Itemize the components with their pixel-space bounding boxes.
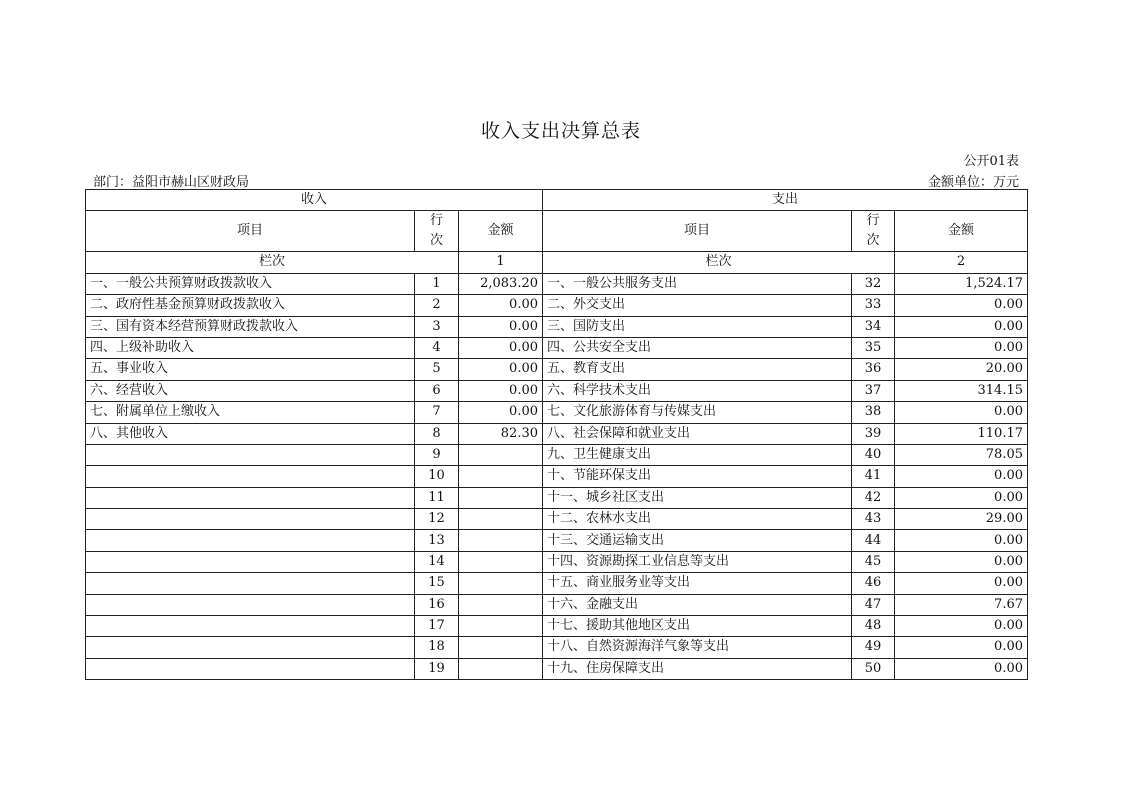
- expense-amount-cell: 7.67: [895, 594, 1028, 615]
- expense-amount-cell: 0.00: [895, 295, 1028, 316]
- expense-item-cell: 九、卫生健康支出: [543, 444, 852, 465]
- expense-amount-cell: 0.00: [895, 316, 1028, 337]
- income-item-cell: [86, 594, 415, 615]
- expense-item-cell: 十二、农林水支出: [543, 509, 852, 530]
- expense-line-cell: 32: [852, 273, 895, 294]
- table-row: [86, 637, 1028, 658]
- income-col-number: 1: [459, 252, 543, 273]
- expense-amount-cell: 1,524.17: [895, 273, 1028, 294]
- expense-line-header: [852, 211, 895, 252]
- expense-amount-cell: 110.17: [895, 423, 1028, 444]
- income-amount-cell: 0.00: [459, 316, 543, 337]
- table-row: [86, 530, 1028, 551]
- income-item-cell: [86, 616, 415, 637]
- income-line-cell: 13: [415, 530, 459, 551]
- expense-item-cell: 十六、金融支出: [543, 594, 852, 615]
- department-label: 部门：益阳市赫山区财政局: [93, 175, 250, 190]
- expense-line-cell: 39: [852, 423, 895, 444]
- income-line-cell: 2: [415, 295, 459, 316]
- income-line-cell: 4: [415, 337, 459, 358]
- income-section-header: 收入: [86, 190, 543, 211]
- table-row: [86, 359, 1028, 380]
- expense-item-cell: 四、公共安全支出: [543, 337, 852, 358]
- income-line-cell: 6: [415, 380, 459, 401]
- expense-line-cell: 36: [852, 359, 895, 380]
- expense-amount-cell: 0.00: [895, 337, 1028, 358]
- expense-line-cell: 41: [852, 466, 895, 487]
- income-amount-cell: [459, 509, 543, 530]
- table-row: [86, 337, 1028, 358]
- income-line-cell: 16: [415, 594, 459, 615]
- expense-line-cell: 40: [852, 444, 895, 465]
- table-row: [86, 551, 1028, 572]
- income-line-cell: 8: [415, 423, 459, 444]
- table-row: [86, 573, 1028, 594]
- expense-line-cell: 50: [852, 658, 895, 679]
- expense-item-cell: 十一、城乡社区支出: [543, 487, 852, 508]
- income-item-header: 项目: [86, 211, 415, 252]
- income-line-cell: 1: [415, 273, 459, 294]
- amount-unit-label: 金额单位：万元: [927, 175, 1019, 190]
- table-row: [86, 658, 1028, 679]
- income-amount-cell: [459, 551, 543, 572]
- expense-item-cell: 六、科学技术支出: [543, 380, 852, 401]
- expense-col-label: 栏次: [543, 252, 895, 273]
- expense-item-cell: 十七、援助其他地区支出: [543, 616, 852, 637]
- expense-item-cell: 十九、住房保障支出: [543, 658, 852, 679]
- income-amount-cell: [459, 573, 543, 594]
- income-item-cell: 七、附属单位上缴收入: [86, 402, 415, 423]
- income-item-cell: [86, 658, 415, 679]
- income-item-cell: 一、一般公共预算财政拨款收入: [86, 273, 415, 294]
- income-line-cell: 3: [415, 316, 459, 337]
- table-row: [86, 295, 1028, 316]
- expense-amount-cell: 0.00: [895, 637, 1028, 658]
- income-line-cell: 18: [415, 637, 459, 658]
- income-amount-cell: [459, 637, 543, 658]
- expense-item-cell: 十四、资源勘探工业信息等支出: [543, 551, 852, 572]
- expense-amount-header: 金额: [895, 211, 1028, 252]
- table-row: [86, 423, 1028, 444]
- expense-amount-cell: 0.00: [895, 487, 1028, 508]
- income-amount-cell: [459, 466, 543, 487]
- expense-line-cell: 44: [852, 530, 895, 551]
- income-amount-cell: 0.00: [459, 295, 543, 316]
- expense-line-cell: 42: [852, 487, 895, 508]
- income-col-label: 栏次: [86, 252, 459, 273]
- expense-item-cell: 十、节能环保支出: [543, 466, 852, 487]
- income-item-cell: 四、上级补助收入: [86, 337, 415, 358]
- income-amount-cell: 0.00: [459, 337, 543, 358]
- expense-line-cell: 49: [852, 637, 895, 658]
- expense-amount-cell: 0.00: [895, 466, 1028, 487]
- income-item-cell: 八、其他收入: [86, 423, 415, 444]
- income-item-cell: 五、事业收入: [86, 359, 415, 380]
- income-amount-cell: 0.00: [459, 380, 543, 401]
- table-row: [86, 594, 1028, 615]
- expense-amount-cell: 314.15: [895, 380, 1028, 401]
- income-item-cell: [86, 530, 415, 551]
- income-item-cell: 二、政府性基金预算财政拨款收入: [86, 295, 415, 316]
- table-row: [86, 616, 1028, 637]
- table-row: [86, 487, 1028, 508]
- expense-amount-cell: 0.00: [895, 402, 1028, 423]
- income-amount-header: 金额: [459, 211, 543, 252]
- expense-line-cell: 38: [852, 402, 895, 423]
- expense-col-number: 2: [895, 252, 1028, 273]
- table-row: [86, 316, 1028, 337]
- page-title: 收入支出决算总表: [480, 120, 641, 142]
- income-amount-cell: 82.30: [459, 423, 543, 444]
- expense-section-header: 支出: [543, 190, 1028, 211]
- income-item-cell: [86, 444, 415, 465]
- expense-line-cell: 48: [852, 616, 895, 637]
- table-number: 公开01表: [963, 154, 1019, 169]
- income-item-cell: [86, 637, 415, 658]
- expense-item-cell: 十八、自然资源海洋气象等支出: [543, 637, 852, 658]
- income-item-cell: 三、国有资本经营预算财政拨款收入: [86, 316, 415, 337]
- table-row: [86, 466, 1028, 487]
- expense-line-cell: 43: [852, 509, 895, 530]
- section-header-row: [86, 190, 1028, 211]
- expense-amount-cell: 0.00: [895, 616, 1028, 637]
- table-row: [86, 273, 1028, 294]
- line-header-top: 行: [866, 213, 880, 229]
- income-amount-cell: [459, 487, 543, 508]
- income-amount-cell: 2,083.20: [459, 273, 543, 294]
- income-amount-cell: [459, 616, 543, 637]
- line-header-top: 行: [429, 213, 443, 229]
- table-row: [86, 380, 1028, 401]
- income-line-cell: 5: [415, 359, 459, 380]
- line-header-bottom: 次: [429, 233, 443, 249]
- line-header-bottom: 次: [866, 233, 880, 249]
- income-line-cell: 7: [415, 402, 459, 423]
- income-line-header: [415, 211, 459, 252]
- income-line-cell: 10: [415, 466, 459, 487]
- expense-item-cell: 八、社会保障和就业支出: [543, 423, 852, 444]
- expense-amount-cell: 0.00: [895, 573, 1028, 594]
- expense-line-cell: 34: [852, 316, 895, 337]
- expense-line-cell: 33: [852, 295, 895, 316]
- expense-line-cell: 47: [852, 594, 895, 615]
- income-item-cell: [86, 573, 415, 594]
- column-number-row: [86, 252, 1028, 273]
- expense-amount-cell: 20.00: [895, 359, 1028, 380]
- table-row: [86, 509, 1028, 530]
- income-amount-cell: [459, 658, 543, 679]
- table-row: [86, 444, 1028, 465]
- expense-item-cell: 十三、交通运输支出: [543, 530, 852, 551]
- expense-item-header: 项目: [543, 211, 852, 252]
- income-amount-cell: [459, 594, 543, 615]
- income-item-cell: [86, 487, 415, 508]
- income-expense-table: [85, 189, 1028, 680]
- income-amount-cell: [459, 530, 543, 551]
- income-line-cell: 9: [415, 444, 459, 465]
- income-amount-cell: [459, 444, 543, 465]
- income-item-cell: [86, 466, 415, 487]
- expense-item-cell: 二、外交支出: [543, 295, 852, 316]
- table-row: [86, 402, 1028, 423]
- expense-amount-cell: 78.05: [895, 444, 1028, 465]
- expense-amount-cell: 0.00: [895, 551, 1028, 572]
- expense-item-cell: 七、文化旅游体育与传媒支出: [543, 402, 852, 423]
- expense-line-cell: 45: [852, 551, 895, 572]
- income-item-cell: [86, 551, 415, 572]
- expense-item-cell: 五、教育支出: [543, 359, 852, 380]
- income-amount-cell: 0.00: [459, 359, 543, 380]
- income-line-cell: 11: [415, 487, 459, 508]
- income-line-cell: 15: [415, 573, 459, 594]
- expense-item-cell: 十五、商业服务业等支出: [543, 573, 852, 594]
- expense-amount-cell: 29.00: [895, 509, 1028, 530]
- income-item-cell: 六、经营收入: [86, 380, 415, 401]
- expense-amount-cell: 0.00: [895, 658, 1028, 679]
- income-item-cell: [86, 509, 415, 530]
- expense-amount-cell: 0.00: [895, 530, 1028, 551]
- expense-line-cell: 37: [852, 380, 895, 401]
- expense-item-cell: 一、一般公共服务支出: [543, 273, 852, 294]
- income-line-cell: 14: [415, 551, 459, 572]
- column-header-row: [86, 211, 1028, 252]
- expense-line-cell: 46: [852, 573, 895, 594]
- income-line-cell: 12: [415, 509, 459, 530]
- income-line-cell: 19: [415, 658, 459, 679]
- expense-line-cell: 35: [852, 337, 895, 358]
- expense-item-cell: 三、国防支出: [543, 316, 852, 337]
- income-amount-cell: 0.00: [459, 402, 543, 423]
- income-line-cell: 17: [415, 616, 459, 637]
